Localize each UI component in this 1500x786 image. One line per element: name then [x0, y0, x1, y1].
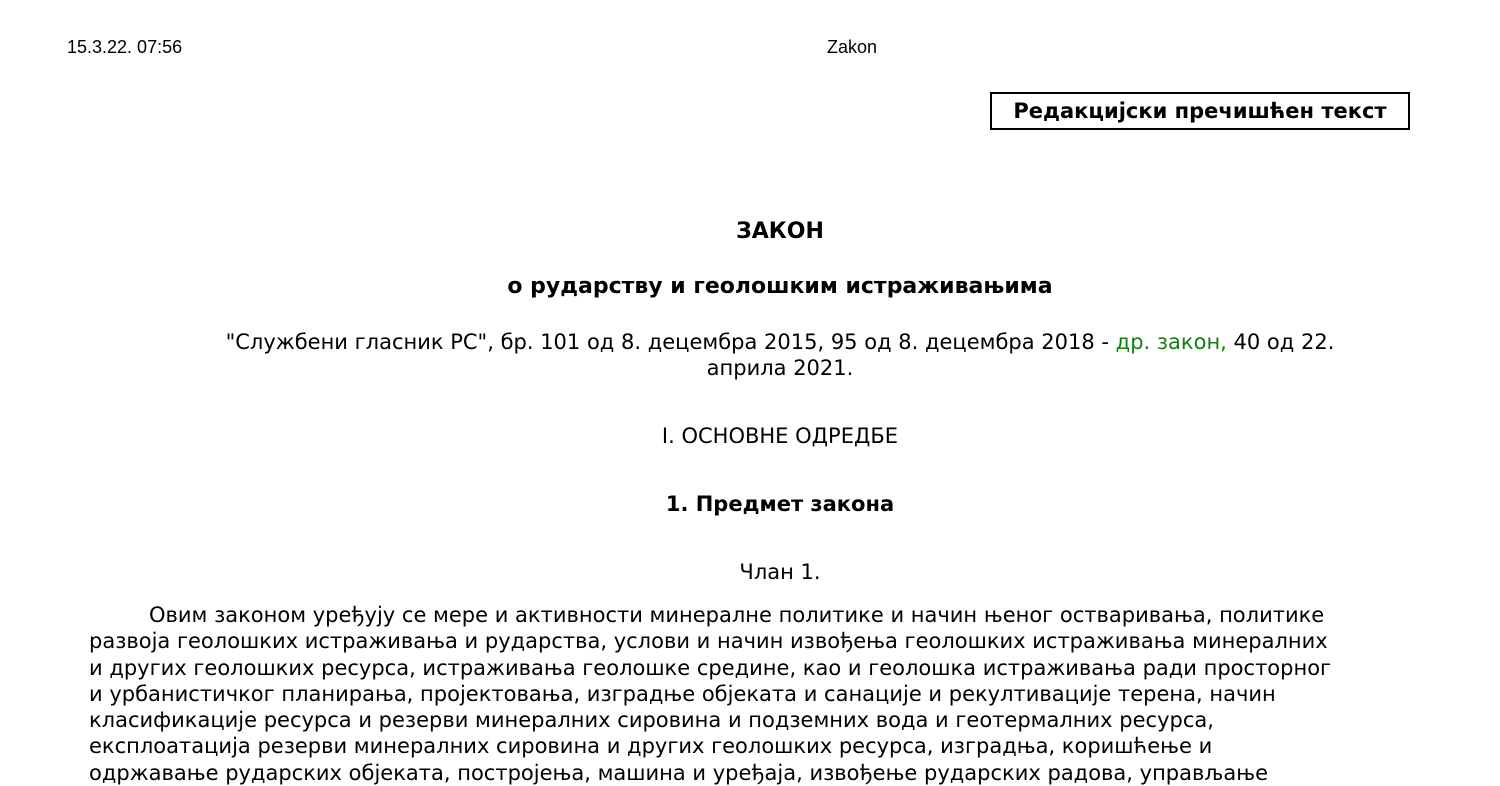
gazette-line2: априла 2021.: [706, 356, 854, 380]
article-line: одржавање рударских објеката, постројења, машина и уређаја, извођење рударских радова, управљање: [89, 760, 1268, 785]
other-law-link[interactable]: др. закон,: [1115, 330, 1227, 354]
gazette-reference: [160, 329, 1400, 381]
law-subtitle: о рударству и геолошким истраживањима: [507, 274, 1053, 299]
print-header: [0, 37, 1500, 61]
article-line: развоја геолошких истраживања и рударства, услови и начин извођења геолошких истраживања минералних: [89, 629, 1328, 654]
article-line: и других геолошких ресурса, истраживања геолошке средине, као и геолошка истраживања ради просторног: [89, 655, 1332, 680]
article-line: и урбанистичког планирања, пројектовања, изградње објеката и санације и рекултивације терена, начин: [89, 681, 1276, 706]
gazette-prefix: "Службени гласник РС", бр. 101 од 8. децембра 2015, 95 од 8. децембра 2018 -: [225, 330, 1116, 354]
print-title-text: Zakon: [826, 37, 878, 57]
gazette-suffix: 40 од 22.: [1226, 330, 1335, 354]
section-title: I. ОСНОВНЕ ОДРЕДБЕ: [661, 424, 899, 448]
print-title: [0, 37, 1500, 58]
subsection-title: 1. Предмет закона: [665, 492, 895, 516]
law-title: ЗАКОН: [736, 219, 824, 244]
article-body: [89, 602, 1419, 786]
article-line: класификације ресурса и резерви минералних сировина и подземних вода и геотермалних ресурса,: [89, 708, 1214, 733]
print-date: 15.3.22. 07:56: [67, 37, 183, 57]
redacted-text-badge: Редакцијски пречишћен текст: [990, 92, 1410, 130]
article-line: Овим законом уређују се мере и активности минералне политике и начин њеног остваривања, политике: [149, 603, 1325, 627]
article-line: експлоатација резерви минералних сировина и других геолошких ресурса, изградња, коришћење и: [89, 734, 1213, 759]
article-title: Члан 1.: [739, 560, 821, 584]
